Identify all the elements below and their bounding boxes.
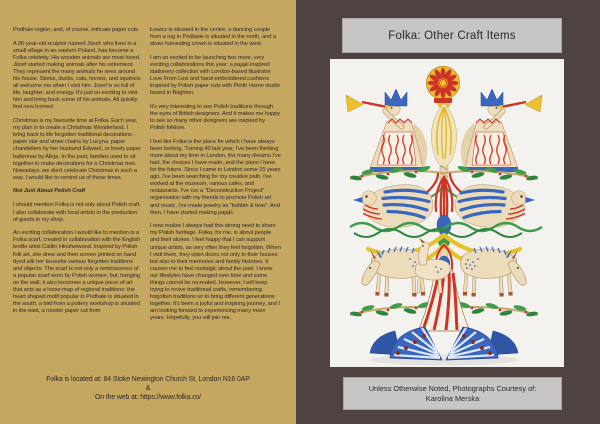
photo-credit-line1: Unless Otherwise Noted, Photographs Courtesy of: xyxy=(368,383,537,393)
page-footer xyxy=(0,376,296,402)
photo-credit-line2: Karolina Merska xyxy=(425,393,480,403)
paragraph: I feel like Folka is the place for which I have always been looking. Turning 40 last year, I've been thinking more about my time in London, the many dreams I've had, the choices I have made, and the plans I have for the future. Since I came to London some 15 years ago, I've been searching for my creative path. I've worked at the museum, various cafes, and restaurants. I've run a "Deconstruction Project" organisation with my friends to promote Polish art and music, I've made jewelry as "bobbin & bow". And then, I have started making pająki. xyxy=(150,138,281,216)
text-column-2 xyxy=(150,27,281,329)
folk-craft-tree-illustration xyxy=(330,59,564,367)
paragraph: An exciting collaboration I would like to mention is a Folka scarf, created in collaboration with the English textile artist Caitlin Hinshelwood. Inspired by Polish folk art, she drew and then screen printed on hand dyed silk her favourite various forgotten traditions and objects. The scarf is not only a reminiscence of a popular scarf worn by Polish women, but, hanging on the wall, it also becomes a unique piece of art that acts as a loose map of regional traditions: the heart shaped motif popular in Podhale is situated in the south, a bird from a pottery workshop is situated in the east, a rooster paper cut from xyxy=(13,230,141,315)
text-column-1 xyxy=(13,27,141,329)
footer-website: On the web at: https://www.folka.co/ xyxy=(95,393,201,401)
footer-ampersand: & xyxy=(145,384,151,392)
paragraph: Christmas is my favourite time at Folka. Each year, my plan is to create a Christmas Wonderland. I bring back to life forgotten traditional decorations - paper star and straw chains by Lucyna, paper chandeliers by her husband Edward, or lovely paper ballerinas by Alicja. In the past, families used to sit together to make decorations for a Christmas tree. Nowadays, we don't celebrate Christmas in such a way. I would like to remind us of those times. xyxy=(13,118,141,181)
paragraph: Podhale region, and, of course, intricate paper cuts. xyxy=(13,27,140,33)
photo-frame xyxy=(330,59,564,367)
paragraph: A 96-year-old sculptor named Józef, who lives in a small village in an eastern Poland, has become a Folka celebrity. His wooden animals are most loved. Józef started making animals after his retirement. They represent the many animals he sees around his house. Storks, ducks, cats, horses, and squirrels all welcome me when I visit him. Józef is so full of life, laughter, and energy. It's just so exciting to visit him and bring back some of his animals. All quickly find new homes! xyxy=(13,40,141,111)
paragraph: Łowicz is situated in the centre, a dancing couple from a rug in Podlasie is situated in the north, and a straw harvesting crown is situated in the west. xyxy=(150,27,276,48)
chapter-title-box xyxy=(342,18,562,53)
footer-address: Folka is located at: 84 Stoke Newington Church St, London N16 0AP xyxy=(46,376,250,383)
photo-credit-box xyxy=(343,377,562,410)
paragraph: I am so excited to be launching two more, very exciting collaborations this year: a pająki inspired stationery collection with London-based illustrator Love From Lexi and hand embroidered cushions inspired by Polish paper cuts with Plinth Home studio based in Brighton. xyxy=(150,54,280,97)
section-heading: Not Just About Polish Craft xyxy=(13,188,86,195)
text-columns xyxy=(13,27,281,329)
left-page xyxy=(0,0,296,424)
paragraph: I now realize I always had this strong need to share my Polish heritage. Folka, for me, is about people and their stories. I feel happy that I can support unique artists, as very often they feel forgotten. When I visit them, they open doors not only to their houses but also to their memories and family histories. It causes me to feel nostalgic about the past. I know our lifestyles have changed over time and some things cannot be recreated. However, I will keep trying to revive traditional crafts, remembering forgotten traditions so to bring different generations together. It's been a joyful and inspiring journey, and I am looking forward to experiencing many more years. Hopefully, you will join me. xyxy=(150,223,281,322)
right-page xyxy=(296,0,600,424)
paragraph: It's very interesting to see Polish traditions through the eyes of British designers. And it makes me happy to see so many other designers are inspired by Polish folklore. xyxy=(150,103,281,132)
chapter-title: Folka: Other Craft Items xyxy=(388,29,516,42)
paragraph: I should mention Folka is not only about Polish craft. I also collaborate with local artists in the production of goods in my shop. xyxy=(13,202,141,223)
